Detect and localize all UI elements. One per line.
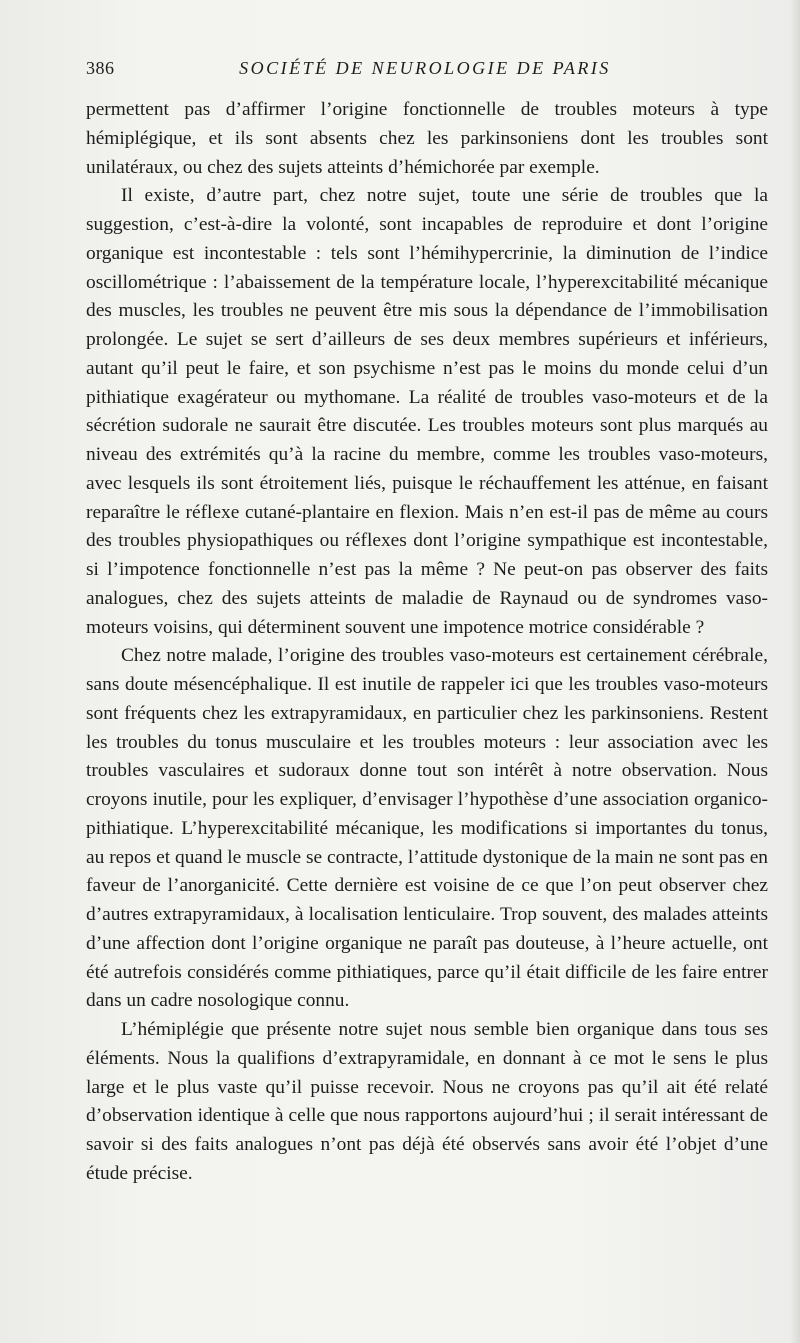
paragraph-organic-troubles: Il existe, d’autre part, chez notre sujet, toute une série de troubles que la suggestion, c’est-à-dire la volonté, sont incapables de reproduire et dont l’origine organique est incontestable : tels sont l’hémihypercrinie, la diminution de l’indice oscillométrique : l’abaissement de la température locale, l’hyperexcitabilité mécanique des muscles, les troubles ne peuvent être mis sous la dépendance de l’immobilisation prolongée. Le sujet se sert d’ailleurs de ses deux membres supérieurs et inférieurs, autant qu’il peut le faire, et son psychisme n’est pas le moins du monde celui d’un pithiatique exagérateur ou mythomane. La réalité de troubles vaso-moteurs et de la sécrétion sudorale ne saurait être discutée. Les troubles moteurs sont plus marqués au niveau des extrémités qu’à la racine du membre, comme les troubles vaso-moteurs, avec lesquels ils sont étroitement liés, puisque le réchauffement les atténue, en faisant reparaître le réflexe cutané-plantaire en flexion. Mais n’en est-il pas de même au cours des troubles physiopathiques ou réflexes dont l’origine sympathique est incontestable, si l’impotence fonctionnelle n’est pas la même ? Ne peut-on pas observer des faits analogues, chez des sujets atteints de maladie de Raynaud ou de syndromes vaso-moteurs voisins, qui déterminent souvent une impotence motrice considérable ? (86, 185, 768, 638)
body-text (86, 96, 768, 1189)
running-head (86, 58, 766, 86)
page-number: 386 (86, 58, 115, 78)
paragraph-conclusion: L’hémiplégie que présente notre sujet nous semble bien organique dans tous ses éléments. Nous la qualifions d’extrapyramidale, en donnant à ce mot le sens le plus large et le plus vaste qu’il puisse recevoir. Nous ne croyons pas qu’il ait été relaté d’observation identique à celle que nous rapportons aujourd’hui ; il serait intéressant de savoir si des faits analogues n’ont pas déjà été observés sans avoir été l’objet d’une étude précise. (86, 1019, 768, 1184)
paragraph-continuation: permettent pas d’affirmer l’origine fonctionnelle de troubles moteurs à type hémiplégique, et ils sont absents chez les parkinsoniens dont les troubles sont unilatéraux, ou chez des sujets atteints d’hémichorée par exemple. (86, 99, 768, 178)
paragraph-vasomotor-origin: Chez notre malade, l’origine des troubles vaso-moteurs est certainement cérébrale, sans doute mésencéphalique. Il est inutile de rappeler ici que les troubles vaso-moteurs sont fréquents chez les extrapyramidaux, en particulier chez les parkinsoniens. Restent les troubles du tonus musculaire et les troubles moteurs : leur association avec les troubles vasculaires et sudoraux donne tout son intérêt à notre observation. Nous croyons inutile, pour les expliquer, d’envisager l’hypothèse d’une association organico-pithiatique. L’hyperexcitabilité mécanique, les modifications si importantes du tonus, au repos et quand le muscle se contracte, l’attitude dystonique de la main ne sont pas en faveur de l’anorganicité. Cette dernière est voisine de ce que l’on peut observer chez d’autres extrapyramidaux, à localisation lenticulaire. Trop souvent, des malades atteints d’une affection dont l’origine organique ne paraît pas douteuse, à l’heure actuelle, ont été autrefois considérés comme pithiatiques, parce qu’il était difficile de les faire entrer dans un cadre nosologique connu. (86, 645, 768, 1012)
journal-title: SOCIÉTÉ DE NEUROLOGIE DE PARIS (239, 58, 611, 78)
